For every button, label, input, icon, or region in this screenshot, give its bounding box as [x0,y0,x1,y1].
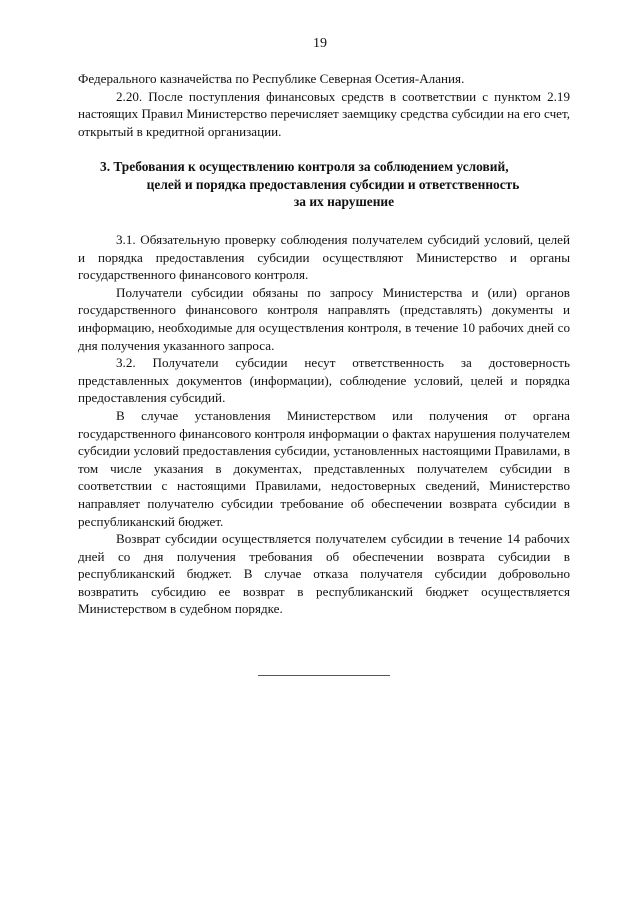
paragraph-continuation: Федерального казначейства по Республике Северная Осетия-Алания. [78,71,465,86]
paragraph-obligation: Получатели субсидии обязаны по запросу Министерства и (или) органов государственного финансового контроля направлять (представлять) документы и информацию, необходимые для осуществления контроля, в течение 10 рабочих дней со дня получения указанного запроса. [78,284,570,353]
paragraph-3-2: 3.2. Получатели субсидии несут ответственность за достоверность представленных документов (информации), соблюдение условий, целей и порядка предоставления субсидий. [78,355,570,406]
section-3-heading [78,158,570,211]
paragraph-2-20: 2.20. После поступления финансовых средств в соответствии с пунктом 2.19 настоящих Правил Министерство перечисляет заемщику средства субсидии на его счет, открытый в кредитной организации. [78,88,570,139]
paragraph-refund: Возврат субсидии осуществляется получателем субсидии в течение 14 рабочих дней со дня получения требования об обеспечении возврата субсидии в республиканский бюджет. В случае отказа получателя субсидии добровольно возвратить субсидию ее возврат в республиканский бюджет осуществляется Министерством в судебном порядке. [78,531,570,617]
section-heading-line-2: целей и порядка предоставления субсидии и ответственность [146,176,520,192]
section-heading-line-3: за их нарушение [293,194,395,210]
top-text-block [78,70,570,140]
page-number: 19 [313,36,327,51]
section-3-body [78,231,570,618]
section-heading-line-1: 3. Требования к осуществлению контроля за соблюдением условий, [100,159,509,174]
paragraph-violation: В случае установления Министерством или получения от органа государственного финансового контроля информации о фактах нарушения получателем субсидии условий предоставления субсидии, установленных настоящими Правилами, в том числе указания в документах, представленных получателем субсидии в соответствии с настоящими Правилами, недостоверных сведений, Министерство направляет получателю субсидии требование об обеспечении возврата субсидии в республиканский бюджет. [78,407,570,529]
end-divider-line [258,675,390,676]
paragraph-3-1: 3.1. Обязательную проверку соблюдения получателем субсидий условий, целей и порядка предоставления субсидии осуществляют Министерство и органы государственного финансового контроля. [78,232,570,283]
